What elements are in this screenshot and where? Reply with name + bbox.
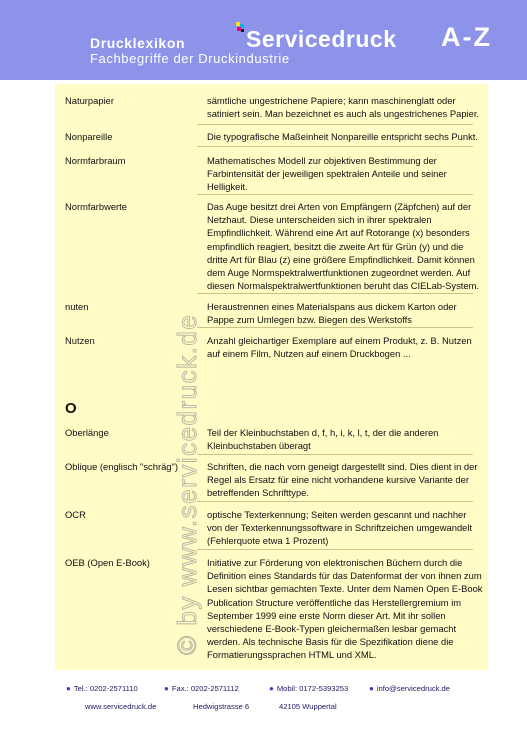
- entry-definition: Die typografische Maßeinheit Nonpareille entspricht sechs Punkt.: [207, 131, 478, 142]
- alphabet-range: A-Z: [441, 22, 492, 52]
- entry-definition: sämtliche ungestrichene Papiere; kann maschinenglatt oder satiniert sein. Man bezeichnet es auch als ungestrichenes Papier.: [207, 95, 480, 120]
- bullet-icon: ●: [269, 684, 274, 693]
- entry-term: Oblique (englisch "schräg"): [65, 461, 178, 472]
- footer-email[interactable]: [369, 684, 450, 693]
- bullet-icon: ●: [66, 684, 71, 693]
- footer-mobile: [269, 684, 348, 693]
- entry-term: OEB (Open E-Book): [65, 557, 150, 568]
- logo-text: Servicedruck: [246, 26, 397, 52]
- entry-definition: Initiative zur Förderung von elektronischen Büchern durch die Definition eines Standards für das Datenformat der von ihnen zum Lesen sichtbar gemachten Texte. Unter dem Namen Open E-Book Publication Structure veröffentliche das Herstellergremium im September 1999 eine erste Norm dieser Art. Mit ihr sollen verschiedene E-Book-Typen gleichermaßen lesbar gemacht werden. Als technische Basis für die Spezifikation diene die Formatierungssprachen HTML und XML.: [207, 557, 483, 661]
- page-header: [0, 0, 527, 80]
- divider: [197, 194, 473, 195]
- divider: [197, 549, 473, 550]
- divider: [197, 146, 473, 147]
- footer-fax: [164, 684, 239, 693]
- divider: [197, 501, 473, 502]
- header-subtitle: Fachbegriffe der Druckindustrie: [90, 51, 290, 66]
- lexicon-panel: [55, 84, 488, 670]
- divider: [197, 124, 473, 125]
- servicedruck-logo: [236, 22, 426, 58]
- footer-street: Hedwigstrasse 6: [193, 702, 250, 711]
- entry-definition: Mathematisches Modell zur objektiven Bestimmung der Farbintensität der jeweiligen spektralen Anteile und seiner Helligkeit.: [207, 155, 447, 193]
- entry-term: Nonpareille: [65, 131, 113, 142]
- entry-term: nuten: [65, 301, 89, 312]
- entry-definition: Anzahl gleichartiger Exemplare auf einem Produkt, z. B. Nutzen auf einem Film, Nutzen auf einem Druckbogen ...: [207, 335, 472, 360]
- footer-phone: [66, 684, 138, 693]
- bullet-icon: ●: [164, 684, 169, 693]
- footer-website[interactable]: www.servicedruck.de: [85, 702, 157, 711]
- bullet-icon: ●: [369, 684, 374, 693]
- entry-term: Normfarbraum: [65, 155, 126, 166]
- copyright-watermark: [156, 200, 216, 660]
- entry-definition: Das Auge besitzt drei Arten von Empfängern (Zäpfchen) auf der Netzhaut. Diese unterscheiden sich in ihrer spektralen Empfindlichkeit. Während eine Art auf Rotorange (x) besonders empfindlich reagiert, besitzt die zweite Art für Grün (y) und die dritte Art für Blau (z) eine größere Empfindlichkeit. Damit können dem Auge Normspektralwertfunktionen zugeordnet werden. Auf diesen Normalspektralwertfunktionen beruht das CIELab-System.: [207, 201, 480, 292]
- entry-definition: Schriften, die nach vorn geneigt dargestellt sind. Dies dient in der Regel als Ersatz für eine nicht vorhandene kursive Variante der betreffenden Schrifttype.: [207, 461, 478, 499]
- footer-fax-text: Fax.: 0202-2571112: [171, 684, 239, 693]
- footer-mobile-text: Mobil: 0172-5393253: [276, 684, 349, 693]
- entry-definition: Teil der Kleinbuchstaben d, f, h, i, k, l, t, der die anderen Kleinbuchstaben überagt: [207, 427, 439, 452]
- watermark-text: © by www.servicedruck.de: [172, 313, 202, 655]
- entry-definition: Heraustrennen eines Materialspans aus dickem Karton oder Pappe zum Umlegen bzw. Biegen des Werkstoffs: [207, 301, 457, 326]
- entry-definition: optische Texterkennung; Seiten werden gescannt und nachher von der Texterkennungssoftware in Schriftzeichen umgewandelt (Fehlerquote etwa 1 Prozent): [207, 509, 473, 547]
- footer-email-link[interactable]: info@servicedruck.de: [376, 684, 450, 693]
- footer-city: 42105 Wuppertal: [279, 702, 337, 711]
- entry-term: Oberlänge: [65, 427, 109, 438]
- divider: [197, 454, 473, 455]
- entry-term: Naturpapier: [65, 95, 114, 106]
- divider: [197, 327, 473, 328]
- entry-term: Normfarbwerte: [65, 201, 127, 212]
- entry-term: Nutzen: [65, 335, 95, 346]
- entry-term: OCR: [65, 509, 86, 520]
- footer-phone-text: Tel.: 0202-2571110: [73, 684, 138, 693]
- divider: [197, 293, 473, 294]
- section-heading: O: [65, 400, 77, 417]
- header-title: Drucklexikon: [90, 35, 186, 51]
